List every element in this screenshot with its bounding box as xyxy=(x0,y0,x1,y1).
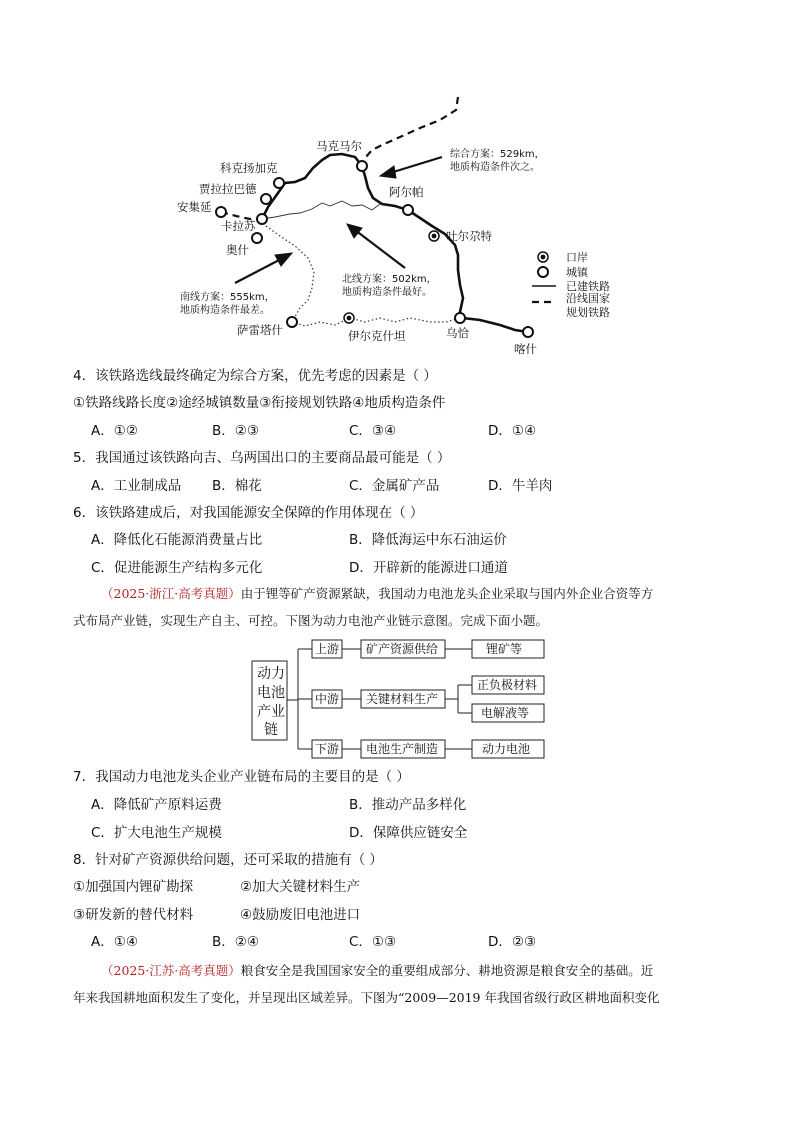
town-anjiyan xyxy=(216,207,226,217)
question-5-stem: 5．我国通过该铁路向吉、乌两国出口的主要商品最可能是（ ） xyxy=(73,450,451,466)
chain-root-line1: 动力 xyxy=(257,666,285,682)
planned-railway-west xyxy=(221,212,262,219)
town-saleitashi xyxy=(287,317,297,327)
planned-railway-northeast xyxy=(365,97,458,158)
label-kekeyang: 科克扬加克 xyxy=(220,161,278,175)
intro-jiangsu xyxy=(73,957,733,1011)
question-4-option-b[interactable]: B．②③ xyxy=(212,423,259,439)
annotation-combined-line2: 地质构造条件次之。 xyxy=(450,162,540,173)
upstream-label: 上游 xyxy=(315,642,340,656)
label-makemaer: 马克马尔 xyxy=(316,139,362,153)
label-aoshi: 奥什 xyxy=(226,243,249,257)
label-tuerduote: 吐尔尕特 xyxy=(446,229,492,243)
material-label: 关键材料生产 xyxy=(366,692,439,706)
intro-zhejiang-line1: 由于锂等矿产资源紧缺，我国动力电池龙头企业采取与国内外企业合资等方 xyxy=(240,586,654,601)
label-yierkeshitan: 伊尔克什坦 xyxy=(348,329,406,343)
chain-root-line4: 链 xyxy=(264,722,278,738)
question-6-stem: 6．该铁路建成后，对我国能源安全保障的作用体现在（ ） xyxy=(73,505,424,521)
question-4-option-c[interactable]: C．③④ xyxy=(349,423,397,439)
label-kashi: 喀什 xyxy=(514,342,537,356)
map-legend xyxy=(532,250,610,319)
town-jialalabade xyxy=(261,194,271,204)
label-aerpa: 阿尔帕 xyxy=(389,185,424,199)
question-6-option-a[interactable]: A．降低化石能源消费量占比 xyxy=(91,532,263,548)
question-8-option-b[interactable]: B．②④ xyxy=(212,934,259,950)
town-aoshi xyxy=(252,233,262,243)
chain-root-line2: 电池 xyxy=(257,685,285,701)
question-8-option-a[interactable]: A．①④ xyxy=(91,934,138,950)
label-anjiyan: 安集延 xyxy=(177,200,212,214)
label-jialalabade: 贾拉拉巴德 xyxy=(199,182,257,196)
label-kalasu: 卡拉苏 xyxy=(221,219,256,233)
question-5-option-b[interactable]: B．棉花 xyxy=(212,478,262,494)
svg-text:规划铁路: 规划铁路 xyxy=(566,306,610,319)
battery-label: 动力电池 xyxy=(482,742,531,756)
svg-text:口岸: 口岸 xyxy=(566,251,588,264)
intro-zhejiang-line2: 式布局产业链，实现生产自主、可控。下图为动力电池产业链示意图。完成下面小题。 xyxy=(73,613,549,628)
town-kashi xyxy=(523,327,533,337)
annotation-north-line1: 北线方案：502km， xyxy=(342,274,437,285)
midstream-label: 中游 xyxy=(315,692,340,706)
label-wuqia: 乌恰 xyxy=(446,326,469,340)
intro-jiangsu-line2: 年来我国耕地面积发生了变化，并呈现出区域差异。下图为“2009—2019 年我国省级行政区耕地面积变化 xyxy=(73,990,660,1005)
battery-industry-chain-diagram xyxy=(245,633,555,765)
manufacture-label: 电池生产制造 xyxy=(366,742,439,756)
question-8-item-1: ①加强国内锂矿勘探 xyxy=(73,879,194,895)
question-8-option-d[interactable]: D．②③ xyxy=(488,934,537,950)
question-7-stem: 7．我国动力电池龙头企业产业链布局的主要目的是（ ） xyxy=(73,769,410,785)
question-7-option-d[interactable]: D．保障供应链安全 xyxy=(349,825,468,841)
annotation-south-line1: 南线方案：555km， xyxy=(180,292,275,303)
north-scheme-route xyxy=(262,201,380,219)
town-aerpa xyxy=(403,205,413,215)
railway-route-map xyxy=(170,90,610,360)
question-4-option-d[interactable]: D．①④ xyxy=(488,423,537,439)
svg-text:城镇: 城镇 xyxy=(566,266,588,279)
intro-jiangsu-line1: 粮食安全是我国国家安全的重要组成部分、耕地资源是粮食安全的基础。近 xyxy=(240,963,654,978)
question-5-option-a[interactable]: A．工业制成品 xyxy=(91,478,182,494)
label-saleitashi: 萨雷塔什 xyxy=(237,323,283,337)
electrolyte-label: 电解液等 xyxy=(481,706,530,720)
question-7-option-a[interactable]: A．降低矿产原料运费 xyxy=(91,797,222,813)
question-4-option-a[interactable]: A．①② xyxy=(91,423,138,439)
svg-text:沿线国家: 沿线国家 xyxy=(566,292,610,305)
lithium-label: 锂矿等 xyxy=(486,642,523,656)
question-8-item-3: ③研发新的替代材料 xyxy=(73,907,194,923)
question-7-option-c[interactable]: C．扩大电池生产规模 xyxy=(91,825,222,841)
question-7-option-b[interactable]: B．推动产品多样化 xyxy=(349,797,467,813)
annotation-south-line2: 地质构造条件最差。 xyxy=(180,305,270,316)
annotation-north-line2: 地质构造条件最好。 xyxy=(342,287,432,298)
question-8-option-c[interactable]: C．①③ xyxy=(349,934,397,950)
source-tag-zhejiang: （2025·浙江·高考真题） xyxy=(101,586,241,601)
annotation-combined-line1: 综合方案：529km， xyxy=(450,149,545,160)
question-5-option-d[interactable]: D．牛羊肉 xyxy=(488,478,553,494)
source-tag-jiangsu: （2025·江苏·高考真题） xyxy=(101,963,241,978)
legend-town-icon xyxy=(538,267,548,277)
question-4-stem: 4．该铁路选线最终确定为综合方案，优先考虑的因素是（ ） xyxy=(73,368,437,384)
town-kekeyang xyxy=(274,178,284,188)
downstream-label: 下游 xyxy=(315,742,340,756)
question-6-option-b[interactable]: B．降低海运中东石油运价 xyxy=(349,532,507,548)
question-8-item-4: ④鼓励废旧电池进口 xyxy=(240,907,361,923)
question-5-option-c[interactable]: C．金属矿产品 xyxy=(349,478,440,494)
question-6-option-d[interactable]: D．开辟新的能源进口通道 xyxy=(349,560,508,576)
electrode-label: 正负极材料 xyxy=(477,678,538,692)
question-8-item-2: ②加大关键材料生产 xyxy=(240,879,361,895)
town-makemaer xyxy=(357,161,367,171)
town-kalasu xyxy=(257,214,267,224)
question-4-items: ①铁路线路长度②途经城镇数量③衔接规划铁路④地质构造条件 xyxy=(73,395,446,411)
town-wuqia xyxy=(455,313,465,323)
question-8-stem: 8．针对矿产资源供给问题，还可采取的措施有（ ） xyxy=(73,852,383,868)
question-6-option-c[interactable]: C．促进能源生产结构多元化 xyxy=(91,560,263,576)
supply-label: 矿产资源供给 xyxy=(366,642,439,656)
svg-text:已建铁路: 已建铁路 xyxy=(566,280,610,293)
intro-zhejiang xyxy=(73,580,733,634)
chain-root-line3: 产业 xyxy=(257,704,285,720)
